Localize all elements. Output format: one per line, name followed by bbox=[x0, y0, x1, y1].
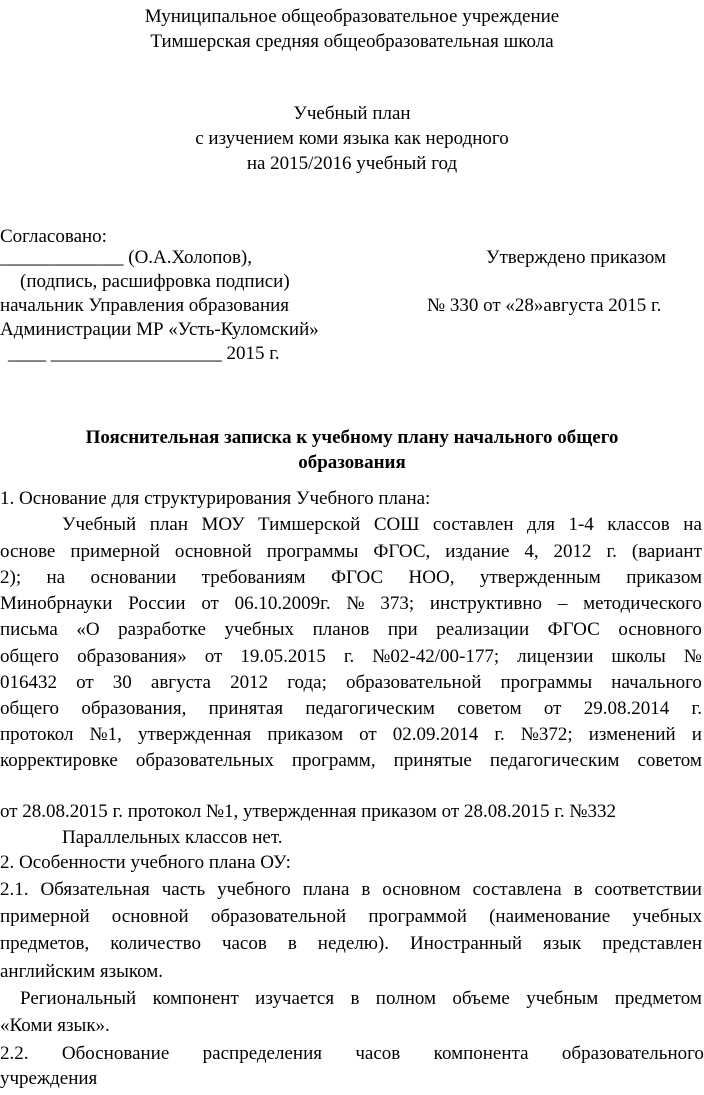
date-line: ____ __________________ 2015 г. bbox=[8, 343, 280, 364]
section1-line: общего образования» от 19.05.2015 г. №02-42/00-177; лицензии школы № bbox=[0, 646, 702, 667]
section21-line: предметов, количество часов в неделю). Иностранный язык представлен bbox=[0, 933, 702, 954]
regional-line2: «Коми язык». bbox=[0, 1015, 110, 1036]
section1-last-line: от 28.08.2015 г. протокол №1, утвержденная приказом от 28.08.2015 г. №332 bbox=[0, 801, 616, 822]
section1-line: 016432 от 30 августа 2012 года; образовательной программы начального bbox=[0, 672, 702, 693]
section22-line1-text: 2.2. Обоснование распределения часов компонента образовательного bbox=[0, 1043, 704, 1064]
section21-line: 2.1. Обязательная часть учебного плана в основном составлена в соответствии bbox=[0, 879, 702, 900]
signature-hint: (подпись, расшифровка подписи) bbox=[20, 271, 290, 292]
section1-line: Учебный план МОУ Тимшерской СОШ составлен для 1-4 классов на bbox=[62, 514, 702, 535]
approved-label: Утверждено приказом bbox=[486, 247, 666, 268]
position-line2: Администрации МР «Усть-Куломский» bbox=[0, 319, 319, 340]
section1-line: общего образования, принятая педагогическим советом от 29.08.2014 г. bbox=[0, 698, 702, 719]
parallel-classes-note: Параллельных классов нет. bbox=[62, 827, 283, 848]
section1-line: письма «О разработке учебных планов при реализации ФГОС основного bbox=[0, 619, 702, 640]
section1-heading: 1. Основание для структурирования Учебного плана: bbox=[0, 488, 431, 509]
section1-line: протокол №1, утвержденная приказом от 02.09.2014 г. №372; изменений и bbox=[0, 724, 702, 745]
section1-line: 2); на основании требованиям ФГОС НОО, утвержденным приказом bbox=[0, 567, 702, 588]
org-name-line1: Муниципальное общеобразовательное учреждение bbox=[144, 6, 560, 27]
regional-line1 bbox=[20, 984, 702, 1013]
agreed-label: Согласовано: bbox=[0, 226, 107, 247]
position-line1: начальник Управления образования bbox=[0, 295, 290, 316]
regional-line1-text: Региональный компонент изучается в полном объеме учебным предметом bbox=[20, 988, 702, 1009]
section2-heading: 2. Особенности учебного плана ОУ: bbox=[0, 852, 291, 873]
section1-line: основе примерной основной программы ФГОС, издание 4, 2012 г. (вариант bbox=[0, 541, 702, 562]
section1-line: корректировке образовательных программ, принятые педагогическим советом bbox=[0, 750, 702, 771]
plan-title-line3: на 2015/2016 учебный год bbox=[246, 153, 458, 174]
section22-line2: учреждения bbox=[0, 1068, 98, 1089]
section21-last-line: английским языком. bbox=[0, 961, 164, 982]
note-title-line2: образования bbox=[298, 452, 406, 473]
note-title-line1: Пояснительная записка к учебному плану начального общего bbox=[85, 427, 619, 448]
plan-title-line1: Учебный план bbox=[293, 103, 411, 124]
org-name-line2: Тимшерская средняя общеобразовательная школа bbox=[150, 31, 554, 52]
plan-title-line2: с изучением коми языка как неродного bbox=[195, 128, 509, 149]
section1-line: Минобрнауки России от 06.10.2009г. № 373; инструктивно – методического bbox=[0, 593, 702, 614]
signature-line: _____________ (О.А.Холопов), bbox=[0, 247, 252, 268]
section21-line: примерной основной образовательной программой (наименование учебных bbox=[0, 906, 702, 927]
section22-line1 bbox=[0, 1039, 704, 1068]
order-line: № 330 от «28»августа 2015 г. bbox=[427, 295, 662, 316]
